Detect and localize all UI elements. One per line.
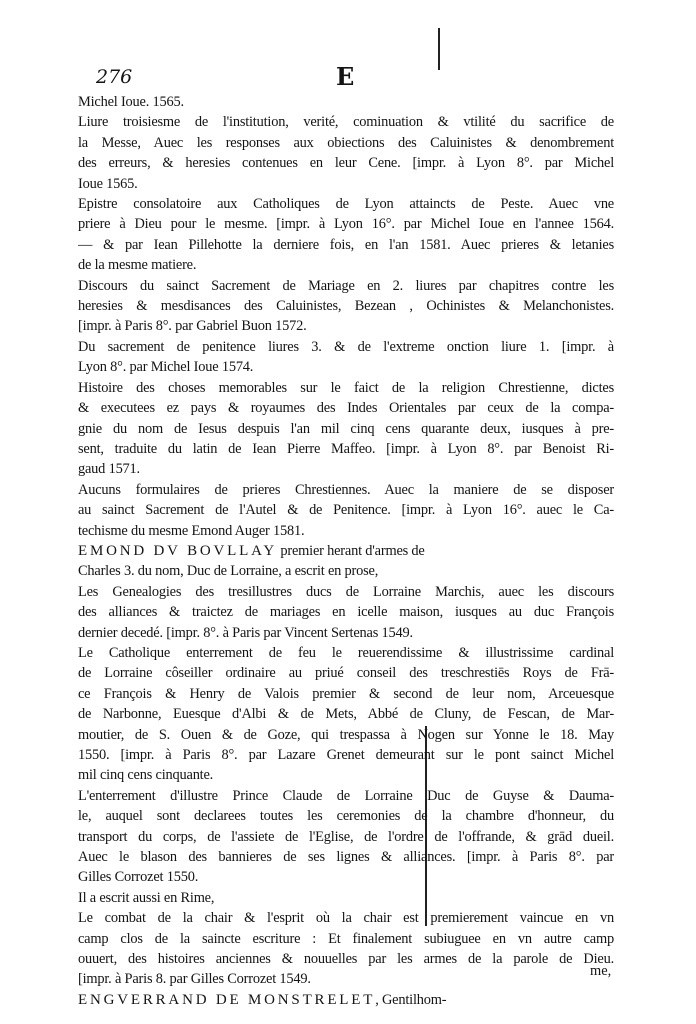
author-heading — [78, 541, 614, 561]
text-line: gaud 1571. — [78, 461, 140, 478]
bibliography-entry — [78, 378, 614, 480]
text-line: Gilles Corrozet 1550. — [78, 869, 199, 886]
text-line: Epistre consolatoire aux Catholiques de Lyon attaincts de Peste. Auec vne — [78, 196, 614, 213]
bibliography-entry — [78, 643, 614, 786]
text-line: Liure troisiesme de l'institution, verité, cominuation & vtilité du sacrifice de — [78, 114, 614, 131]
text-line: ouuert, des histoires anciennes & nouuelles par les armes de la parole de Dieu. — [78, 951, 614, 968]
text-line: Il a escrit aussi en Rime, — [78, 889, 215, 906]
text-line: Michel Ioue. 1565. — [78, 94, 184, 110]
text-line: mil cinq cens cinquante. — [78, 767, 214, 784]
author-heading — [78, 990, 614, 1010]
margin-rule-top — [438, 28, 440, 70]
text-body — [78, 92, 614, 1010]
text-line: Discours du sainct Sacrement de Mariage en 2. liures par chapitres contre les — [78, 277, 614, 294]
text-line: au sainct Sacrement de l'Autel & de Penitence. [impr. à Lyon 16°. auec le Ca- — [78, 502, 614, 519]
entries-group-2 — [78, 561, 614, 990]
bibliography-entry — [78, 786, 614, 888]
text-line: L'enterrement d'illustre Prince Claude de Lorraine Duc de Guyse & Dauma- — [78, 787, 614, 804]
bibliography-entry — [78, 480, 614, 541]
text-line: [impr. à Paris 8°. par Gabriel Buon 1572. — [78, 318, 307, 335]
bibliography-entry — [78, 194, 614, 276]
text-line: Le combat de la chair & l'esprit où la chair est premierement vaincue en vn — [78, 910, 614, 927]
text-line: Ioue 1565. — [78, 175, 138, 192]
text-line: dernier decedé. [impr. 8°. à Paris par Vincent Sertenas 1549. — [78, 624, 413, 641]
text-line: Charles 3. du nom, Duc de Lorraine, a escrit en prose, — [78, 563, 379, 580]
text-line: & executees ez pays & royaumes des Indes Orientales par ceux de la compa- — [78, 400, 614, 417]
text-line: techisme du mesme Emond Auger 1581. — [78, 522, 305, 539]
text-line: des erreurs, & heresies contenues en leur Cene. [impr. à Lyon 8°. par Michel — [78, 155, 614, 172]
entries-group-1 — [78, 92, 614, 541]
text-line: ce François & Henry de Valois premier & second de leur nom, Arceuesque — [78, 685, 614, 702]
text-line: — & par Iean Pillehotte la derniere fois, en l'an 1581. Auec prieres & letanies — [78, 236, 614, 253]
bibliography-entry — [78, 561, 614, 581]
text-line: de Lorraine côseiller ordinaire au priué conseil des treschrestiēs Roys de Frā- — [78, 665, 614, 682]
text-line: le, auquel sont declarees toutes les ceremonies de la chambre d'honneur, du — [78, 808, 614, 825]
page-header — [96, 62, 636, 92]
text-line: camp clos de la saincte escriture : Et finalement subiuguee en vn autre camp — [78, 930, 614, 947]
page-number: 276 — [96, 66, 133, 88]
text-line: sent, traduite du latin de Iean Pierre Maffeo. [impr. à Lyon 8°. par Benoist Ri- — [78, 440, 614, 457]
bibliography-entry — [78, 582, 614, 643]
text-line: Le Catholique enterrement de feu le reuerendissime & illustrissime cardinal — [78, 644, 614, 661]
text-line: priere à Dieu pour le mesme. [impr. à Lyon 16°. par Michel Ioue en l'annee 1564. — [78, 216, 614, 233]
text-line: Lyon 8°. par Michel Ioue 1574. — [78, 359, 254, 376]
author-tail: premier herant d'armes de — [276, 542, 425, 559]
bibliography-entry — [78, 112, 614, 194]
bibliography-entry — [78, 908, 614, 990]
author-name: ENGVERRAND DE MONSTRELET — [78, 991, 376, 1008]
author-tail: , Gentilhom- — [375, 991, 447, 1008]
text-line: gnie du nom de Iesus despuis l'an mil cinq cens quarante deux, iusques à pre- — [78, 420, 614, 437]
text-line: Du sacrement de penitence liures 3. & de l'extreme onction liure 1. [impr. à — [78, 338, 614, 355]
text-line: Les Genealogies des tresillustres ducs de Lorraine Marchis, auec les discours — [78, 583, 614, 600]
text-line: Aucuns formulaires de prieres Chrestiennes. Auec la maniere de se disposer — [78, 481, 614, 498]
bibliography-entry — [78, 92, 614, 112]
signature-mark: E — [336, 62, 355, 91]
text-line: de Narbonne, Euesque d'Albi & de Mets, Abbé de Cluny, de Fescan, de Mar- — [78, 706, 614, 723]
text-line: [impr. à Paris 8. par Gilles Corrozet 1549. — [78, 971, 311, 988]
text-line: 1550. [impr. à Paris 8°. par Lazare Grenet demeurant sur le pont sainct Michel — [78, 747, 614, 763]
text-line: de la mesme matiere. — [78, 257, 197, 274]
text-line: Auec le blason des bannieres de ses lignes & alliances. [impr. à Paris 8°. par — [78, 849, 614, 866]
text-line: Histoire des choses memorables sur le faict de la religion Chrestienne, dictes — [78, 379, 614, 396]
text-line: heresies & mesdisances des Caluinistes, Bezean , Ochinistes & Melanchonistes. — [78, 298, 614, 315]
bibliography-entry — [78, 276, 614, 337]
text-line: moutier, de S. Ouen & de Goze, qui trespassa à Nogen sur Yonne le 18. May — [78, 726, 614, 743]
text-line: des alliances & traictez de mariages en icelle maison, iusques au duc François — [78, 604, 614, 621]
author-name: EMOND DV BOVLLAY — [78, 542, 277, 559]
catchword: me, — [590, 963, 612, 979]
text-line: la Messe, Auec les responses aux obiections des Caluinistes & denombrement — [78, 134, 614, 151]
bibliography-entry — [78, 888, 614, 908]
text-line: transport du corps, de l'assiete de l'Eglise, de l'ordre de l'offrande, & grād dueil. — [78, 828, 614, 845]
bibliography-entry — [78, 337, 614, 378]
